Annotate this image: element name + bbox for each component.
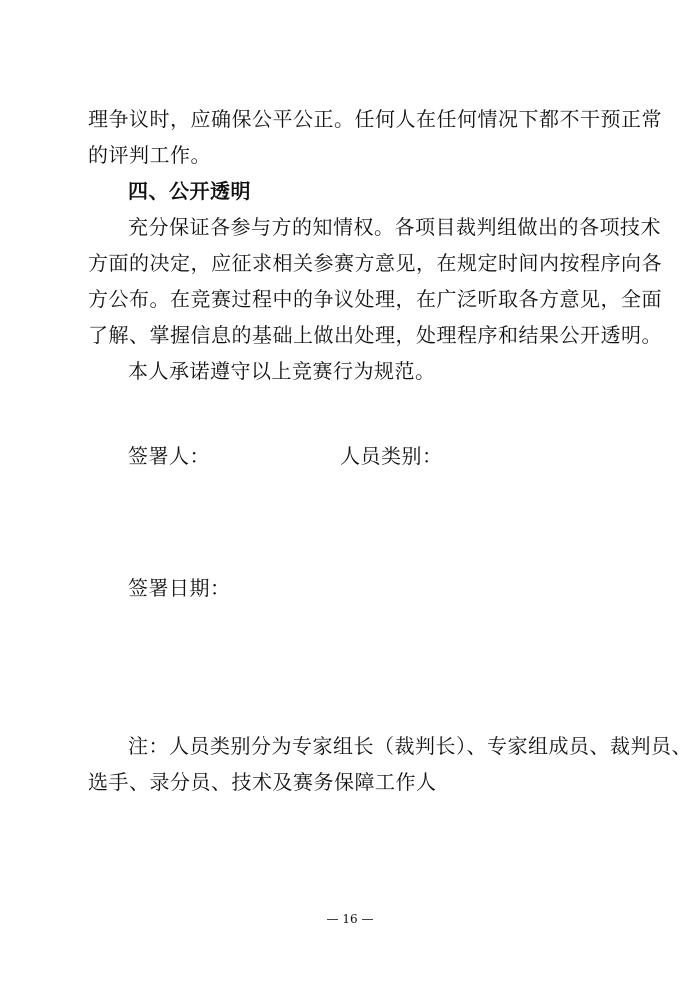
page-number: — 16 — <box>326 912 374 926</box>
date-row <box>128 572 428 602</box>
pledge-paragraph <box>88 353 618 389</box>
continuation-paragraph <box>88 101 662 173</box>
section-paragraph <box>88 209 662 353</box>
signatory-label: 签署人： <box>128 444 210 468</box>
paragraph-line: 理争议时，应确保公平公正。任何人在任何情况下都不干预正常 <box>88 107 662 131</box>
paragraph-line: 方公布。在竞赛过程中的争议处理，在广泛听取各方意见，全面 <box>88 287 662 311</box>
note-line: 注：人员类别分为专家组长（裁判长）、专家组成员、裁判员、 <box>128 734 692 758</box>
note-paragraph <box>88 728 692 800</box>
note-line: 选手、录分员、技术及赛务保障工作人 <box>88 770 437 794</box>
paragraph-line: 的评判工作。 <box>88 143 211 167</box>
sign-date-label: 签署日期： <box>128 576 231 600</box>
section-heading: 四、公开透明 <box>128 179 251 203</box>
paragraph-line: 了解、掌握信息的基础上做出处理，处理程序和结果公开透明。 <box>88 323 662 347</box>
pledge-text: 本人承诺遵守以上竞赛行为规范。 <box>128 359 436 383</box>
section-heading-block <box>88 173 618 209</box>
personnel-category-label: 人员类别： <box>340 444 443 468</box>
paragraph-line: 方面的决定，应征求相关参赛方意见，在规定时间内按程序向各 <box>88 251 662 275</box>
signature-row <box>128 440 528 470</box>
paragraph-line: 充分保证各参与方的知情权。各项目裁判组做出的各项技术 <box>128 215 661 239</box>
